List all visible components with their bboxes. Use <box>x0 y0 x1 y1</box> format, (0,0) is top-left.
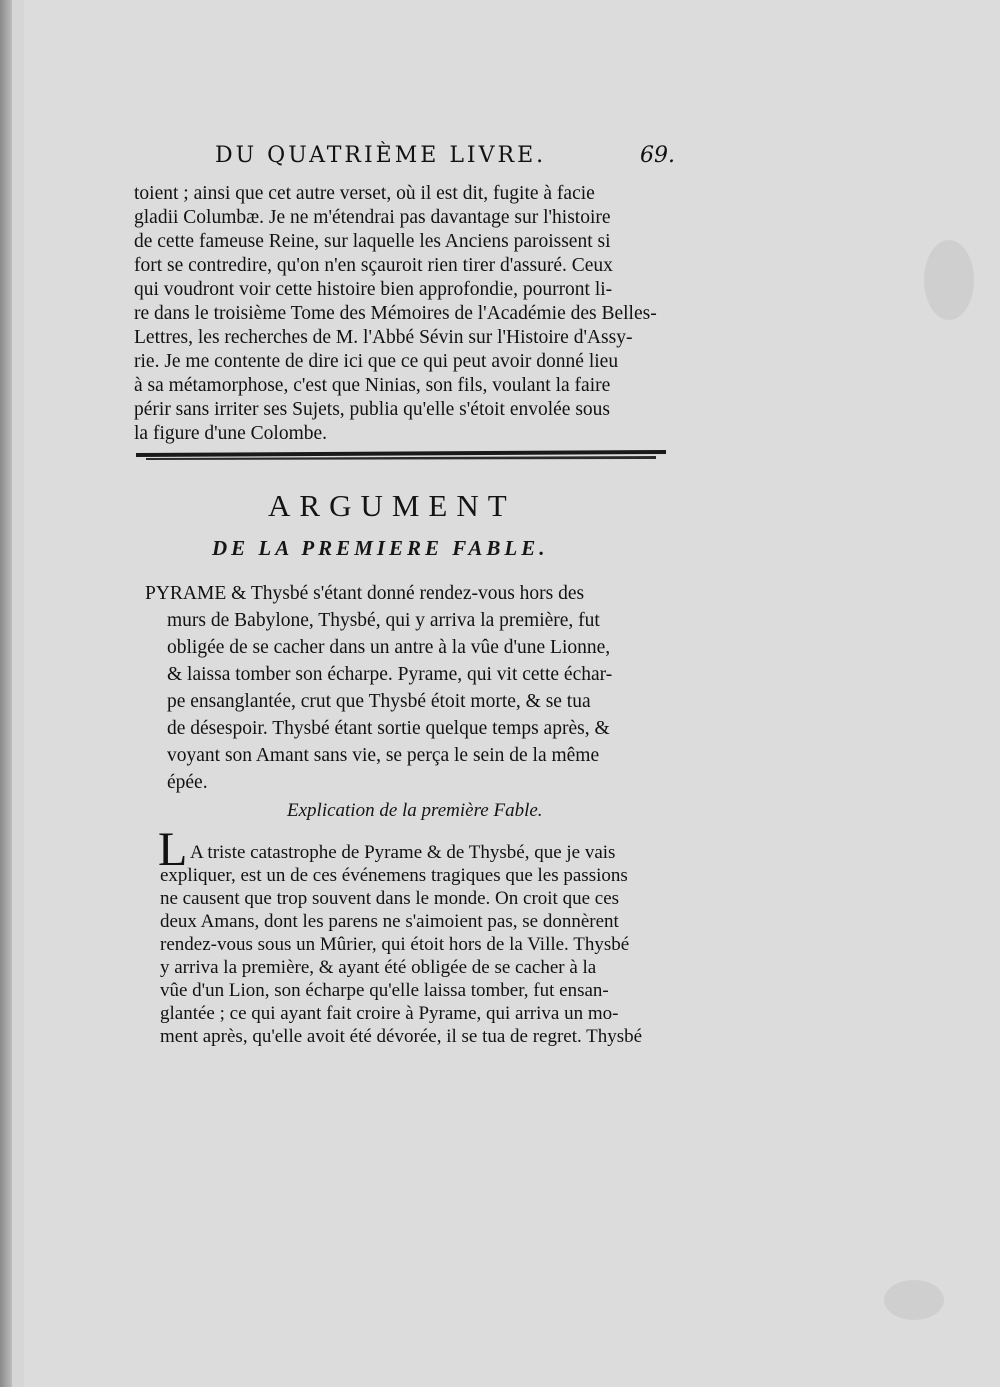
argument-subtitle: DE LA PREMIERE FABLE. <box>212 536 549 560</box>
text-line: re dans le troisième Tome des Mémoires de l'Académie des Belles- <box>134 303 657 324</box>
text-line: vûe d'un Lion, son écharpe qu'elle laissa tomber, fut ensan- <box>160 980 609 1001</box>
text-line: à sa métamorphose, c'est que Ninias, son fils, voulant la faire <box>134 375 611 396</box>
text-line: pe ensanglantée, crut que Thysbé étoit morte, & se tua <box>167 691 591 712</box>
text-line: glantée ; ce qui ayant fait croire à Pyrame, qui arriva un mo- <box>160 1003 619 1024</box>
text-line: périr sans irriter ses Sujets, publia qu'elle s'étoit envolée sous <box>134 399 611 420</box>
text-line: deux Amans, dont les parens ne s'aimoient pas, se donnèrent <box>160 911 619 932</box>
text-line: rie. Je me contente de dire ici que ce qui peut avoir donné lieu <box>134 351 619 372</box>
text-line: de cette fameuse Reine, sur laquelle les Anciens paroissent si <box>134 231 611 252</box>
header-title: DU QUATRIÈME LIVRE. <box>215 143 547 168</box>
text-line: ne causent que trop souvent dans le monde. On croit que ces <box>160 888 620 909</box>
paper-stain <box>924 240 974 320</box>
text-line: gladii Columbæ. Je ne m'étendrai pas davantage sur l'histoire <box>134 207 611 228</box>
ornamental-rule <box>136 449 666 461</box>
text-line: épée. <box>167 772 208 793</box>
running-header <box>215 143 675 168</box>
text-line: voyant son Amant sans vie, se perça le sein de la même <box>167 745 600 766</box>
text-line: & laissa tomber son écharpe. Pyrame, qui vit cette échar- <box>167 664 613 685</box>
text-line: de désespoir. Thysbé étant sortie quelque temps après, & <box>167 718 610 739</box>
drop-capital: L <box>158 823 188 876</box>
text-line: Lettres, les recherches de M. l'Abbé Sévin sur l'Histoire d'Assy- <box>134 327 633 348</box>
text-line: PYRAME & Thysbé s'étant donné rendez-vous hors des <box>145 583 585 604</box>
page-number: 69. <box>640 143 675 168</box>
text-line: ment après, qu'elle avoit été dévorée, il se tua de regret. Thysbé <box>160 1026 643 1047</box>
text-line: A triste catastrophe de Pyrame & de Thysbé, que je vais <box>190 842 616 863</box>
text-line: murs de Babylone, Thysbé, qui y arriva la première, fut <box>167 610 600 631</box>
text-line: rendez-vous sous un Mûrier, qui étoit hors de la Ville. Thysbé <box>160 934 630 955</box>
text-line: la figure d'une Colombe. <box>134 423 328 444</box>
text-line: toient ; ainsi que cet autre verset, où il est dit, fugite à facie <box>134 183 595 204</box>
text-line: y arriva la première, & ayant été obligée de se cacher à la <box>160 957 597 978</box>
paper-stain <box>884 1280 944 1320</box>
text-line: obligée de se cacher dans un antre à la vûe d'une Lionne, <box>167 637 611 658</box>
argument-title: ARGUMENT <box>268 488 516 523</box>
book-spine-edge <box>0 0 12 1387</box>
text-line: expliquer, est un de ces événemens tragiques que les passions <box>160 865 628 886</box>
explication-heading: Explication de la première Fable. <box>287 800 543 821</box>
text-line: qui voudront voir cette histoire bien approfondie, pourront li- <box>134 279 613 300</box>
text-line: fort se contredire, qu'on n'en sçauroit rien tirer d'assuré. Ceux <box>134 255 613 276</box>
